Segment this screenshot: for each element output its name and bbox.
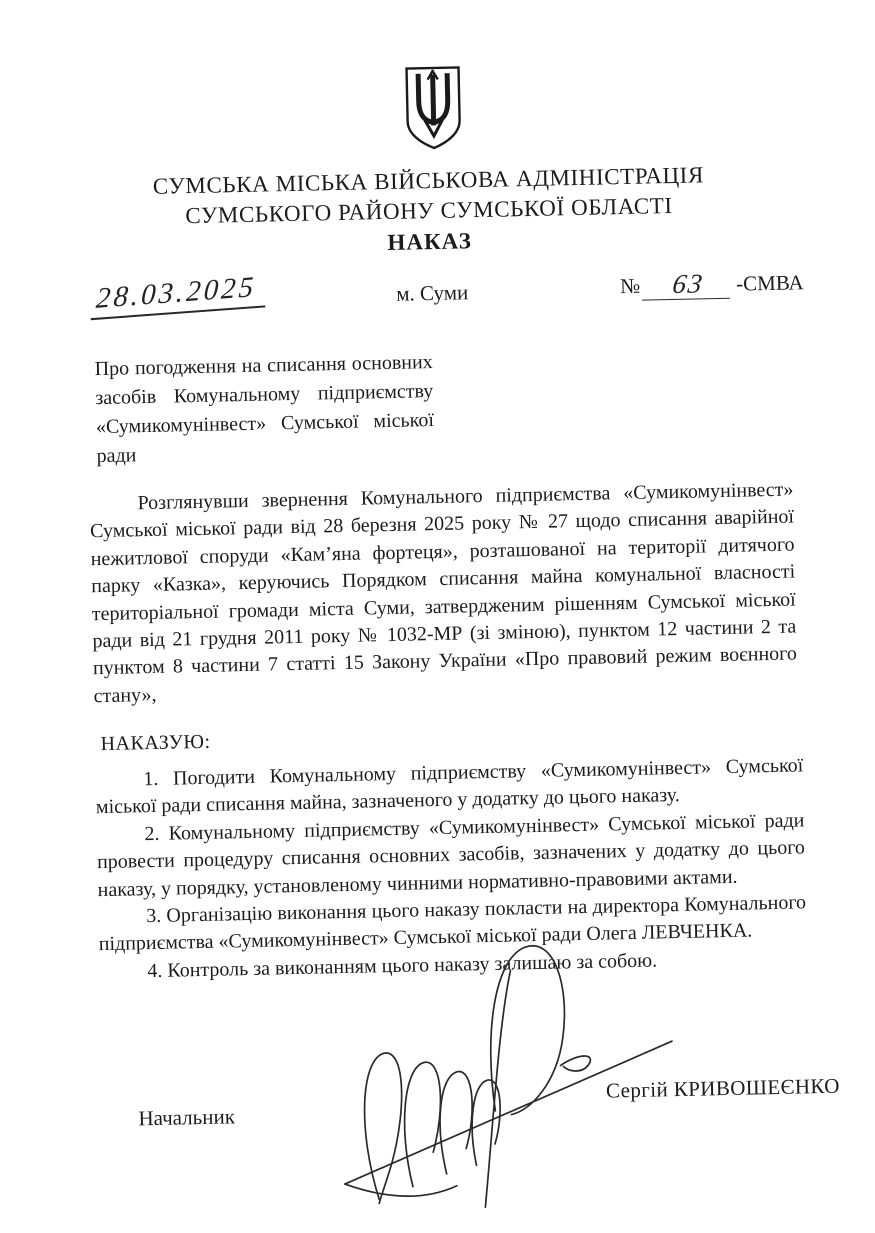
signer-name: Сергій КРИВОШЕЄНКО <box>605 1073 841 1103</box>
ukraine-trident-emblem-icon <box>402 63 464 152</box>
handwritten-date: 28.03.2025 <box>91 270 268 320</box>
signer-title: Начальник <box>138 1104 236 1131</box>
number-sign: № <box>619 273 641 299</box>
order-item-1: 1. Погодити Комунальному підприємству «Сумикомунінвест» Сумської міської ради списання майна, зазначеного у додатку до цього наказу. <box>95 754 804 819</box>
order-item-3: 3. Організацію виконання цього наказу покласти на директора Комунального підприємства «Сумикомунінвест» Сумської міської ради Олега ЛЕВЧЕНКА. <box>98 891 807 956</box>
order-item-4: 4. Контроль за виконанням цього наказу залишаю за собою. <box>147 949 658 982</box>
order-item-2: 2. Комунальному підприємству «Сумикомунінвест» Сумської міської ради провести процедуру списання основних засобів, зазначених у додатку до цього наказу, у порядку, установленому чинними нормативно-правовими актами. <box>96 809 806 901</box>
document-type-title: НАКАЗ <box>387 228 473 255</box>
org-name-line2: СУМСЬКОГО РАЙОНУ СУМСЬКОЇ ОБЛАСТІ <box>185 192 673 229</box>
org-name-line1: СУМСЬКА МІСЬКА ВІЙСЬКОВА АДМІНІСТРАЦІЯ <box>152 162 705 199</box>
number-suffix: -СМВА <box>735 270 804 296</box>
order-subject: Про погодження на списання основних засобів Комунальному підприємству «Сумикомунінвест» Сумської міської ради <box>94 351 435 468</box>
document-number-group <box>620 268 804 301</box>
date-city-number-row <box>88 264 804 333</box>
handwritten-number: 63 <box>642 270 734 301</box>
handwritten-signature <box>332 935 683 1222</box>
order-preamble: Розглянувши звернення Комунального підприємства «Сумикомунінвест» Сумської міської ради від 28 березня 2025 року № 27 щодо списання аварійної нежитлової споруди «Кам’яна фортеця», розташованої на території дитячого парку «Казка», керуючись Порядком списання майна комунальної власності територіальної громади міста Суми, затвердженим рішенням Сумської міської ради від 21 грудня 2011 року № 1032-МР (зі зміною), пунктом 12 частини 2 та пунктом 8 частини 7 статті 15 Закону України «Про правовий режим воєнного стану», <box>89 478 798 708</box>
city-label: м. Суми <box>395 280 469 306</box>
order-word: НАКАЗУЮ: <box>100 730 211 756</box>
